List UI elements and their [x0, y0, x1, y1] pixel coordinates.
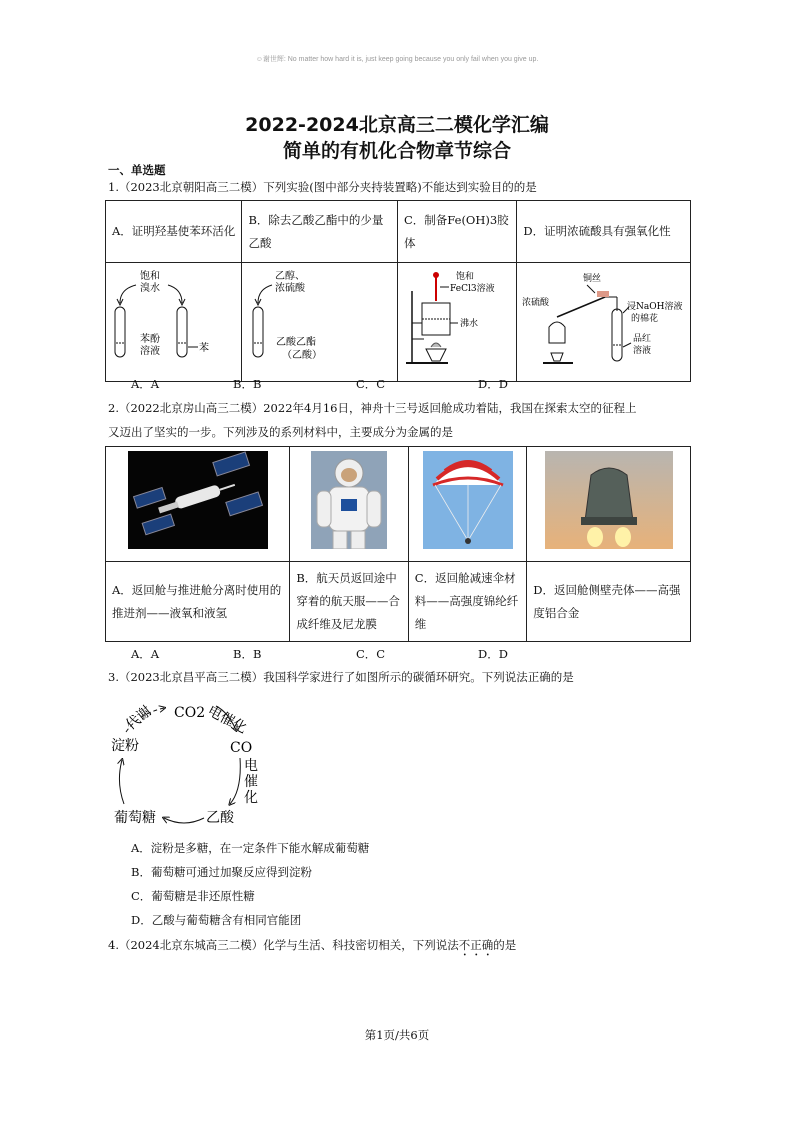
q1-figure-c [397, 263, 516, 382]
figb-label-3: 乙酸乙酯 [276, 337, 317, 348]
cycle-co2: CO2 [174, 705, 206, 721]
q1-table [105, 200, 691, 382]
q1-figure-d [517, 263, 691, 382]
page-title: 2022-2024北京高三二模化学汇编 [245, 114, 549, 136]
q3-choice-a[interactable]: A．淀粉是多糖，在一定条件下能水解成葡萄糖 [131, 841, 370, 855]
q1-option-b: B．除去乙酸乙酯中的少量乙酸 [242, 201, 398, 263]
cycle-label-e2b: 催 [244, 774, 258, 790]
q2-image-return-capsule [527, 447, 691, 562]
figa-label-4: 溶液 [140, 346, 160, 357]
cycle-co: CO [230, 740, 253, 756]
q2-image-parachute [408, 447, 526, 562]
q1-choice-c[interactable]: C．C [356, 377, 386, 391]
q2-choice-d[interactable]: D．D [478, 647, 508, 661]
arrow-glucose-to-starch [119, 760, 124, 804]
q3-choice-d[interactable]: D．乙酸与葡萄糖含有相同官能团 [131, 913, 302, 927]
q2-option-d: D．返回舱侧壁壳体——高强度铝合金 [527, 562, 691, 642]
cycle-starch: 淀粉 [111, 738, 139, 754]
watermark: ☺谢世辉: No matter how hard it is, just keep going because you only fail when you give up. [255, 56, 539, 63]
q2-stem-line1: 2.（2022北京房山高三二模）2022年4月16日，神舟十三号返回舱成功着陆，我国在探索太空的征程上 [108, 401, 637, 415]
q1-choice-b[interactable]: B．B [233, 377, 262, 391]
arrow-acid-to-glucose [164, 818, 204, 823]
q2-choice-c[interactable]: C．C [356, 647, 386, 661]
figc-label-1: 饱和 [455, 272, 474, 282]
q1-option-a: A．证明羟基使苯环活化 [106, 201, 242, 263]
q3-stem: 3.（2023北京昌平高三二模）我国科学家进行了如图所示的碳循环研究。下列说法正确的是 [108, 670, 574, 684]
q3-choice-c[interactable]: C．葡萄糖是非还原性糖 [131, 889, 255, 903]
figd-label-5: 品红 [633, 334, 652, 344]
figd-label-6: 溶液 [633, 346, 652, 356]
cycle-label-e2c: 化 [244, 790, 258, 806]
figc-label-3: 沸水 [459, 319, 478, 329]
q3-choice-b[interactable]: B．葡萄糖可通过加聚反应得到淀粉 [131, 865, 312, 879]
figd-label-1: 铜丝 [583, 274, 602, 284]
cycle-label-e2a: 电 [244, 758, 258, 774]
q2-choice-a[interactable]: A．A [131, 647, 160, 661]
q2-image-space-station [106, 447, 290, 562]
cycle-glucose: 葡萄糖 [114, 810, 156, 826]
q1-choice-a[interactable]: A．A [131, 377, 160, 391]
figd-label-3: 浸NaOH溶液 [627, 302, 683, 312]
q2-option-b: B．航天员返回途中穿着的航天服——合成纤维及尼龙膜 [290, 562, 408, 642]
cycle-acetic-acid: 乙酸 [206, 810, 234, 826]
q1-choice-d[interactable]: D．D [478, 377, 508, 391]
q1-option-c: C．制备Fe(OH)3胶体 [397, 201, 516, 263]
q2-image-spacesuit [290, 447, 408, 562]
cycle-label-electrocatalysis-1: 电催化 [204, 703, 250, 737]
q4-stem-part3: 的是 [493, 938, 517, 952]
figa-label-1: 饱和 [140, 271, 160, 282]
q2-option-c: C．返回舱减速伞材料——高强度锦纶纤维 [408, 562, 526, 642]
figa-label-2: 溴水 [140, 283, 160, 294]
figc-label-2: FeCl3溶液 [449, 284, 495, 294]
q4-stem [108, 934, 688, 959]
figd-label-2: 浓硫酸 [522, 298, 550, 308]
page-footer: 第1页/共6页 [364, 1028, 430, 1042]
figa-label-5: 苯 [199, 343, 209, 354]
figb-label-2: 浓硫酸 [275, 283, 306, 294]
q1-option-d: D．证明浓硫酸具有强氧化性 [517, 201, 691, 263]
q4-stem-emphasis: 不正确 [458, 938, 494, 952]
figb-label-4: （乙酸） [282, 350, 323, 361]
q1-figure-b [242, 263, 398, 382]
q2-stem-line2: 又迈出了坚实的一步。下列涉及的系列材料中，主要成分为金属的是 [108, 425, 453, 439]
figa-label-3: 苯酚 [140, 334, 160, 345]
q1-stem: 1.（2023北京朝阳高三二模）下列实验(图中部分夹持装置略)不能达到实验目的的是 [108, 180, 537, 194]
q3-carbon-cycle-diagram [108, 694, 278, 834]
q2-choice-b[interactable]: B．B [233, 647, 262, 661]
figb-label-1: 乙醇、 [275, 271, 306, 282]
arrow-co-to-acid [230, 758, 240, 804]
q2-table [105, 446, 691, 642]
q1-figure-a [106, 263, 242, 382]
figd-label-4: 的棉花 [631, 314, 659, 324]
cycle-label-metabolism: 代谢 [123, 703, 155, 734]
section-heading: 一、单选题 [108, 163, 166, 177]
page-subtitle: 简单的有机化合物章节综合 [282, 140, 511, 162]
q4-stem-part1: 4.（2024北京东城高三二模）化学与生活、科技密切相关，下列说法 [108, 938, 459, 952]
q2-option-a: A．返回舱与推进舱分离时使用的推进剂——液氧和液氢 [106, 562, 290, 642]
